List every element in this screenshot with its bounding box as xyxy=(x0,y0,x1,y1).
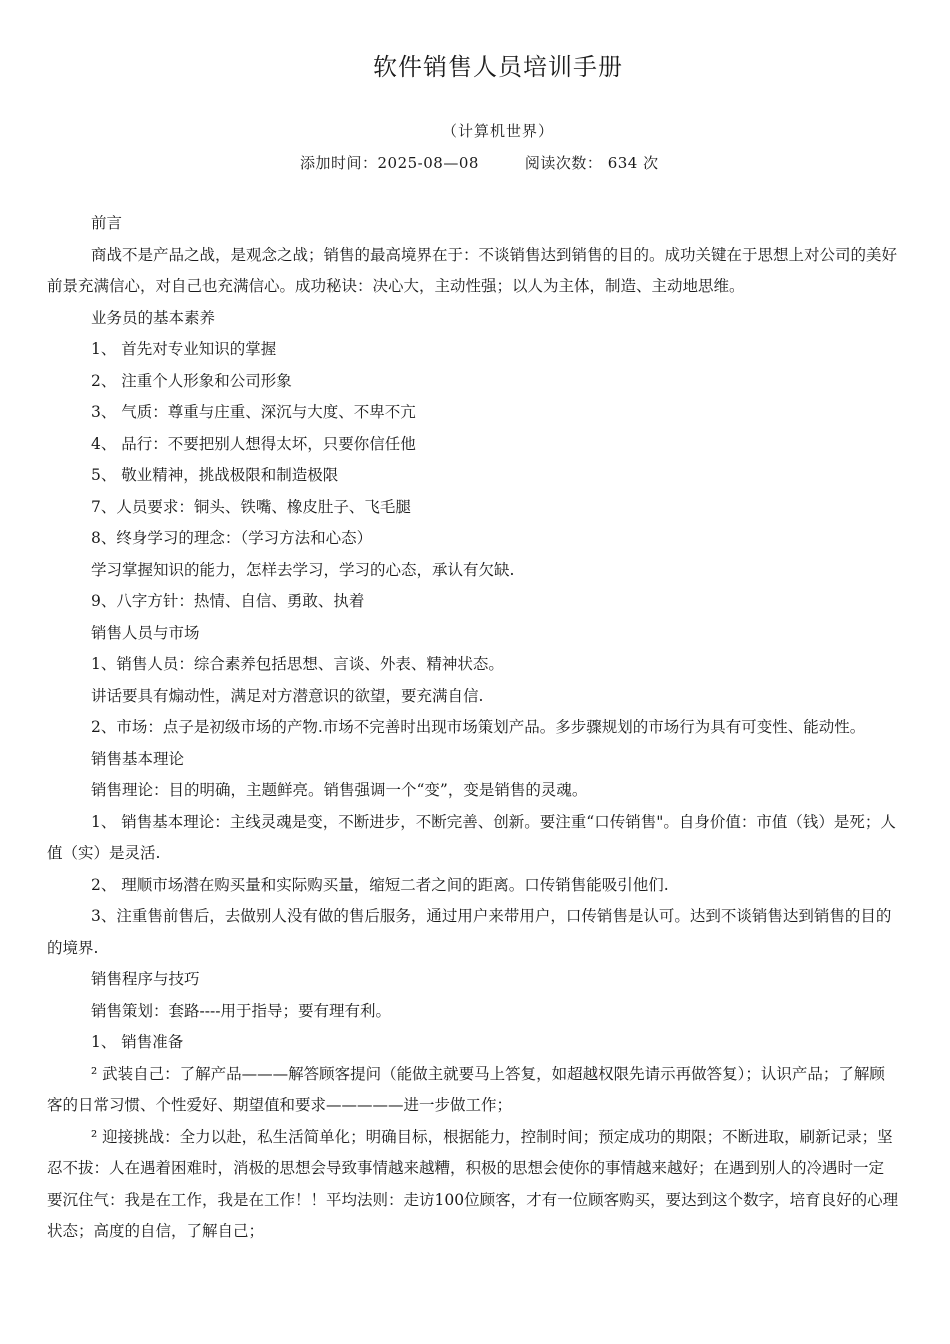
list-item: 8、终身学习的理念：（学习方法和心态） xyxy=(91,529,373,547)
list-item: 1、 首先对专业知识的掌握 xyxy=(91,340,277,358)
list-item: 2、市场：点子是初级市场的产物.市场不完善时出现市场策划产品。多步骤规划的市场行为具有可变性、能动性。 xyxy=(91,718,866,736)
list-item: 3、 气质：尊重与庄重、深沉与大度、不卑不亢 xyxy=(91,403,416,421)
view-count: 阅读次数： 634 次 xyxy=(524,154,659,172)
bullet-item: ² 迎接挑战：全力以赴，私生活简单化；明确目标，根据能力，控制时间；预定成功的期限；不断进取，刷新记录；坚忍不拔：人在遇着困难时，消极的思想会导致事情越来越糟，积极的思想会使你的事情越来越好；在遇到别人的冷遇时一定要沉住气：我是在工作，我是在工作！！平均法则：走访100位顾客，才有一位顾客购买，要达到这个数字，培育良好的心理状态；高度的自信，了解自己； xyxy=(47,1127,899,1240)
bullet-item: ² 武装自己：了解产品———解答顾客提问（能做主就要马上答复，如超越权限先请示再做答复）；认识产品；了解顾客的日常习惯、个性爱好、期望值和要求—————进一步做工作； xyxy=(47,1064,885,1114)
document-body xyxy=(47,208,899,1248)
list-item: 4、 品行：不要把别人想得太坏，只要你信任他 xyxy=(91,434,416,453)
document-source: （计算机世界） xyxy=(441,122,554,140)
added-date: 添加时间：2025-08—08 xyxy=(300,154,479,172)
paragraph: 学习掌握知识的能力，怎样去学习，学习的心态，承认有欠缺. xyxy=(91,560,515,579)
section-heading-sales-procedure: 销售程序与技巧 xyxy=(91,970,200,988)
section-heading-sales-and-market: 销售人员与市场 xyxy=(91,623,200,642)
list-item: 2、 注重个人形象和公司形象 xyxy=(91,371,292,390)
document-meta xyxy=(300,152,659,173)
paragraph: 销售理论：目的明确，主题鲜亮。销售强调一个“变”，变是销售的灵魂。 xyxy=(91,781,588,799)
list-item: 7、人员要求：铜头、铁嘴、橡皮肚子、飞毛腿 xyxy=(91,497,411,516)
section-heading-sales-theory: 销售基本理论 xyxy=(91,749,185,768)
list-item: 3、注重售前售后，去做别人没有做的售后服务，通过用户来带用户，口传销售是认可。达到不谈销售达到销售的目的的境界. xyxy=(47,907,892,957)
paragraph: 销售策划：套路----用于指导；要有理有利。 xyxy=(91,1001,391,1020)
list-item: 2、 理顺市场潜在购买量和实际购买量，缩短二者之间的距离。口传销售能吸引他们. xyxy=(91,875,669,894)
list-item: 5、 敬业精神，挑战极限和制造极限 xyxy=(91,466,339,484)
section-heading-basic-qualities: 业务员的基本素养 xyxy=(91,308,216,327)
list-item: 1、销售人员：综合素养包括思想、言谈、外表、精神状态。 xyxy=(91,655,504,673)
paragraph: 讲话要具有煽动性，满足对方潜意识的欲望，要充满自信. xyxy=(91,686,484,705)
list-item: 1、 销售准备 xyxy=(91,1033,184,1051)
list-item: 1、 销售基本理论：主线灵魂是变，不断进步，不断完善、创新。要注重“口传销售"。自身价值：市值（钱）是死；人值（实）是灵活. xyxy=(47,812,896,862)
section-heading-preface: 前言 xyxy=(91,214,123,232)
paragraph: 商战不是产品之战，是观念之战；销售的最高境界在于：不谈销售达到销售的目的。成功关键在于思想上对公司的美好前景充满信心，对自己也充满信心。成功秘诀：决心大，主动性强；以人为主体，制造、主动地思维。 xyxy=(47,245,898,295)
document-title: 软件销售人员培训手册 xyxy=(373,53,623,81)
list-item: 9、八字方针：热情、自信、勇敢、执着 xyxy=(91,592,365,610)
